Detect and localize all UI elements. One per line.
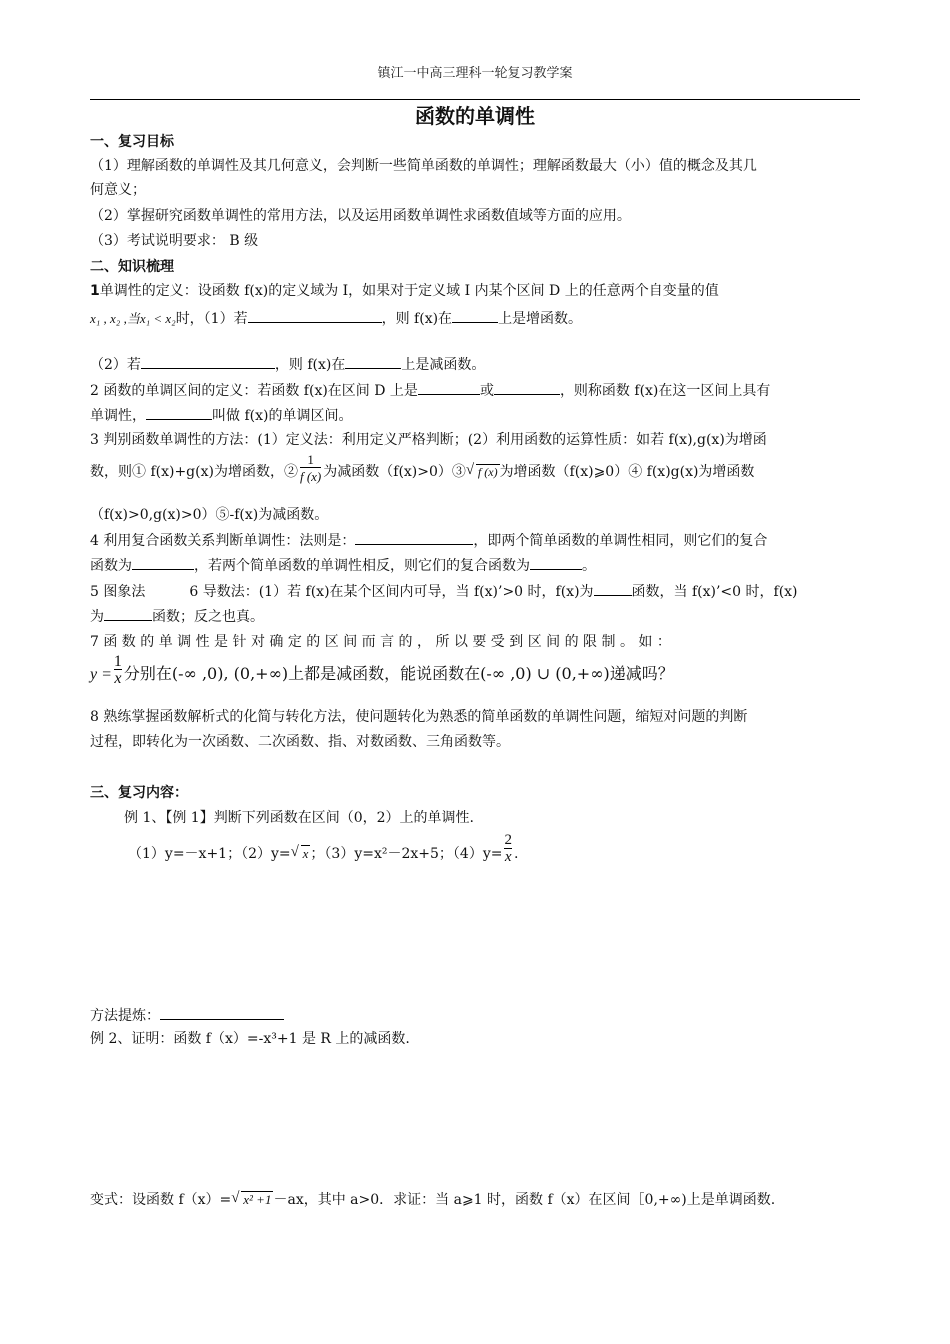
point-1-when: 时，（1）若 [175, 311, 248, 327]
fraction-one-over-f: $\frac{1}{f (x)}$ [299, 452, 322, 484]
blank-6 [494, 378, 560, 395]
point-5-line-2 [90, 604, 860, 629]
point-4-b-tail: 。 [582, 558, 596, 574]
blank-5 [418, 378, 480, 395]
point-1-increasing: 上是增函数。 [498, 311, 583, 327]
page-title: 函数的单调性 [415, 104, 535, 128]
section-heading-goals: 一、复习目标 [90, 134, 174, 150]
point-2-tail: ，则称函数 f(x)在这一区间上具有 [559, 383, 771, 399]
variant-head: 变式：设函数 f（x）= [90, 1192, 232, 1208]
point-8-line-2: 过程，即转化为一次函数、二次函数、指、对数函数、三角函数等。 [90, 734, 510, 750]
point-7-rest: 分别在(-∞ ,0), (0,+∞)上都是减函数，能说函数在(-∞ ,0) ∪ (0,+∞)递减吗？ [123, 664, 674, 683]
point-2-or: 或 [479, 383, 494, 399]
point-1-line-1 [90, 279, 860, 303]
point-3-line-3: （f(x)>0,g(x)>0）⑤-f(x)为减函数。 [90, 507, 329, 523]
point-3-b2: 为减函数（f(x)>0）③ [323, 464, 466, 480]
page-header: 镇江一中高三理科一轮复习教学案 [377, 66, 573, 81]
blank-12 [104, 604, 152, 621]
point-6-tail: 函数，当 f(x)’<0 时，f(x) [631, 584, 798, 600]
example-2: 例 2、证明：函数 f（x）=-x³+1 是 R 上的减函数. [90, 1031, 410, 1047]
point-2-b-head: 单调性， [90, 408, 146, 424]
point-7-line-1: 7 函 数 的 单 调 性 是 针 对 确 定 的 区 间 而 言 的 ， 所 以 要 受 到 区 间 的 限 制 。 如 ： [90, 634, 671, 650]
blank-10 [530, 553, 582, 570]
point-2-text: 2 函数的单调区间的定义：若函数 f(x)在区间 D 上是 [90, 383, 418, 399]
point-1-vars: x₁ , x₂ ,当x₁ < x₂ [90, 311, 176, 326]
fraction-two-over-x: $\frac{2}{x}$ [504, 832, 512, 865]
variant-tail: －ax，其中 a>0．求证：当 a⩾1 时，函数 f（x）在区间［0,+∞)上是单调函数. [273, 1192, 776, 1208]
point-1-case2: （2）若 [90, 357, 141, 373]
section-heading-knowledge: 二、知识梳理 [90, 259, 174, 275]
blank-11 [594, 579, 632, 596]
point-7-line-2 [90, 652, 860, 687]
point-3-b3: 为增函数（f(x)⩾0）④ f(x)g(x)为增函数 [499, 464, 755, 480]
goal-1-line-1: （1）理解函数的单调性及其几何意义，会判断一些简单函数的单调性；理解函数最大（小）值的概念及其几 [90, 158, 757, 174]
fraction-one-over-x: $\frac{1}{x}$ [113, 652, 122, 687]
header-rule [90, 99, 860, 100]
example-1: 例 1、【例 1】判断下列函数在区间（0，2）上的单调性. [124, 810, 474, 826]
sqrt-x-squared-plus-one: √ x² +1 [231, 1190, 272, 1207]
point-1-line-3 [90, 352, 860, 377]
example-1-items-a: （1）y=－x+1；（2）y= [128, 846, 291, 862]
point-1-case2-then: ，则 f(x)在 [274, 357, 346, 373]
point-1-then: ，则 f(x)在 [381, 311, 453, 327]
point-6-b-tail: 函数；反之也真。 [152, 609, 264, 625]
goal-1-line-2: 何意义； [90, 182, 146, 198]
blank-4 [345, 352, 401, 369]
blank-8 [355, 528, 473, 545]
method-summary [90, 1003, 860, 1028]
blank-3 [141, 352, 275, 369]
goal-3: （3）考试说明要求： B 级 [90, 233, 259, 249]
point-8-line-1: 8 熟练掌握函数解析式的化简与转化方法，使问题转化为熟悉的简单函数的单调性问题，缩短对问题的判断 [90, 709, 748, 725]
blank-9 [132, 553, 194, 570]
point-3-line-2 [90, 452, 860, 484]
goal-2: （2）掌握研究函数单调性的常用方法，以及运用函数单调性求函数值域等方面的应用。 [90, 208, 631, 224]
example-1-items [128, 832, 898, 866]
point-5-line-1 [90, 579, 860, 604]
method-label: 方法提炼： [90, 1008, 160, 1024]
point-4-b-head: 函数为 [90, 558, 132, 574]
point-6-b-head: 为 [90, 609, 104, 625]
point-2-line-1 [90, 378, 860, 403]
point-1-text: 单调性的定义：设函数 f(x)的定义域为 I，如果对于定义域 I 内某个区间 D 上的任意两个自变量的值 [99, 283, 719, 299]
point-4-line-2 [90, 553, 860, 578]
point-4-b-mid: ，若两个简单函数的单调性相反，则它们的复合函数为 [194, 558, 530, 574]
point-2-line-2 [90, 403, 860, 428]
point-3-b1: 数，则① f(x)+g(x)为增函数，② [90, 464, 298, 480]
sqrt-x: √ x [290, 844, 309, 861]
point-4-head: 4 利用复合函数关系判断单调性：法则是： [90, 533, 356, 549]
point-1-decreasing: 上是减函数。 [401, 357, 486, 373]
section-heading-review: 三、复习内容： [90, 785, 188, 801]
point-4-line-1 [90, 528, 860, 553]
point-5-graph: 5 图象法 [90, 584, 146, 600]
blank-7 [146, 403, 212, 420]
point-1-line-2 [90, 306, 860, 331]
example-1-items-b: ；（3）y=x²－2x+5；（4）y= [310, 846, 503, 862]
blank-2 [452, 306, 498, 323]
point-3-line-1: 3 判别函数单调性的方法：(1）定义法：利用定义严格判断；(2）利用函数的运算性质：如若 f(x),g(x)为增函 [90, 432, 767, 448]
point-7-y: y = [90, 666, 112, 683]
point-4-tail: ，即两个简单函数的单调性相同，则它们的复合 [473, 533, 768, 549]
blank-1 [248, 306, 382, 323]
point-2-b-tail: 叫做 f(x)的单调区间。 [212, 408, 353, 424]
point-1-number: 1 [90, 283, 100, 299]
sqrt-f: √ f (x) [465, 462, 498, 479]
variant-problem [90, 1182, 860, 1212]
point-6-text: 6 导数法：(1）若 f(x)在某个区间内可导，当 f(x)’>0 时，f(x)为 [189, 584, 594, 600]
method-blank [160, 1003, 284, 1020]
example-1-items-c: . [513, 846, 519, 862]
